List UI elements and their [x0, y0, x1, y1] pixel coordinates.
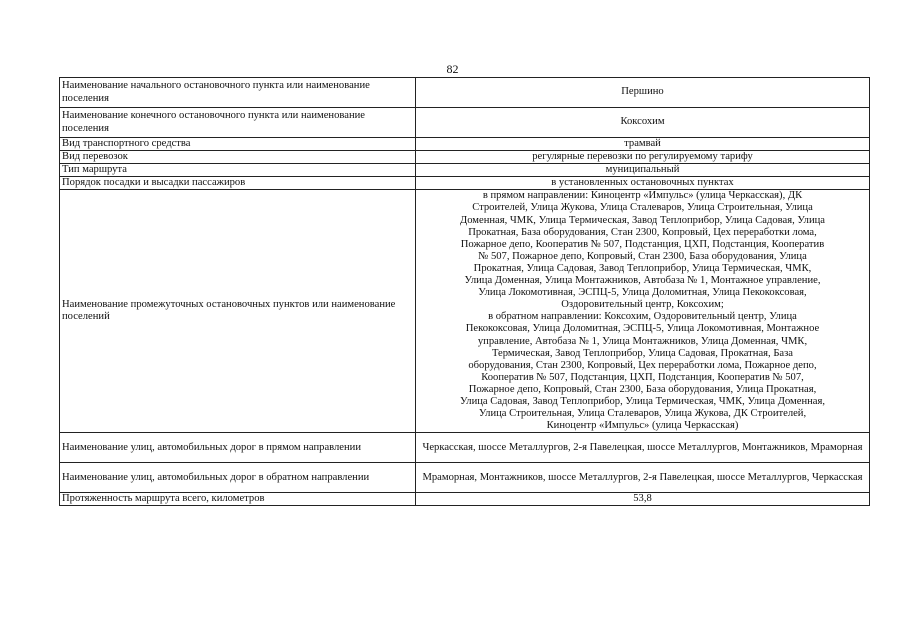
- route-passport-table: [59, 77, 870, 506]
- row-label-transport-kind: Вид перевозок: [60, 151, 416, 164]
- stops-line: Кооператив № 507, Подстанция, ЦХП, Подстанция, Кооператив № 507,: [481, 371, 804, 383]
- stops-line: Улица Садовая, Завод Теплоприбор, Улица Термическая, ЧМК, Улица Доменная,: [459, 395, 826, 407]
- row-value-end-stop: Коксохим: [416, 108, 870, 138]
- table-row: [60, 433, 870, 463]
- row-label-streets-backward: Наименование улиц, автомобильных дорог в обратном направлении: [60, 463, 416, 493]
- row-value-transport-kind: регулярные перевозки по регулируемому тарифу: [416, 151, 870, 164]
- stops-line: оборудования, Стан 2300, Копровый, Цех переработки лома, Пожарное депо,: [468, 359, 817, 371]
- row-label-streets-forward: Наименование улиц, автомобильных дорог в прямом направлении: [60, 433, 416, 463]
- table-row: [60, 138, 870, 151]
- row-value-route-type: муниципальный: [416, 164, 870, 177]
- page-number: 82: [446, 62, 459, 76]
- row-value-streets-backward: Мраморная, Монтажников, шоссе Металлургов, 2-я Павелецкая, шоссе Металлургов, Черкасская: [416, 463, 870, 493]
- stops-line: Улица Доменная, Улица Монтажников, Автобаза № 1, Монтажное управление,: [464, 275, 821, 287]
- stops-line: управление, Автобаза № 1, Улица Монтажников, Улица Доменная, ЧМК,: [477, 335, 808, 347]
- stops-line: Улица Локомотивная, ЭСПЦ-5, Улица Доломитная, Улица Пекококсовая,: [478, 287, 807, 299]
- stops-line: Прокатная, Улица Садовая, Завод Теплоприбор, Улица Термическая, ЧМК,: [473, 262, 812, 274]
- table-row: [60, 78, 870, 108]
- table-row: [60, 177, 870, 190]
- stops-line: Прокатная, База оборудования, Стан 2300, Копровый, Цех переработки лома,: [468, 226, 817, 238]
- row-value-start-stop: Першино: [416, 78, 870, 108]
- stops-line: Улица Строительная, Улица Сталеваров, Улица Жукова, ДК Строителей,: [478, 408, 807, 420]
- row-label-end-stop: Наименование конечного остановочного пункта или наименование поселения: [60, 108, 416, 138]
- row-value-vehicle-type: трамвай: [416, 138, 870, 151]
- table-row: [60, 190, 870, 433]
- row-value-route-length: 53,8: [416, 493, 870, 506]
- table-row: [60, 463, 870, 493]
- table-row: [60, 151, 870, 164]
- stops-line: Киноцентр «Импульс» (улица Черкасская): [546, 420, 739, 432]
- stops-line: Пекококсовая, Улица Доломитная, ЭСПЦ-5, Улица Локомотивная, Монтажное: [465, 323, 820, 335]
- table-row: [60, 108, 870, 138]
- stops-line: в прямом направлении: Киноцентр «Импульс» (улица Черкасская), ДК: [482, 190, 803, 202]
- row-label-vehicle-type: Вид транспортного средства: [60, 138, 416, 151]
- table-row: [60, 164, 870, 177]
- row-value-intermediate-stops: [416, 190, 870, 433]
- stops-line: Оздоровительный центр, Коксохим;: [561, 299, 724, 311]
- row-value-streets-forward: Черкасская, шоссе Металлургов, 2-я Павелецкая, шоссе Металлургов, Монтажников, Мраморная: [416, 433, 870, 463]
- row-label-route-length: Протяженность маршрута всего, километров: [60, 493, 416, 506]
- stops-line: № 507, Пожарное депо, Копровый, Стан 2300, База оборудования, Улица: [478, 250, 807, 262]
- row-value-boarding-order: в установленных остановочных пунктах: [416, 177, 870, 190]
- stops-line: Пожарное депо, Кооператив № 507, Подстанция, ЦХП, Подстанция, Кооператив: [460, 238, 825, 250]
- stops-line: Строителей, Улица Жукова, Улица Сталеваров, Улица Строительная, Улица: [472, 202, 813, 214]
- table-row: [60, 493, 870, 506]
- row-label-route-type: Тип маршрута: [60, 164, 416, 177]
- stops-line: в обратном направлении: Коксохим, Оздоровительный центр, Улица: [488, 311, 797, 323]
- stops-line: Доменная, ЧМК, Улица Термическая, Завод Теплоприбор, Улица Садовая, Улица: [459, 214, 826, 226]
- row-label-start-stop: Наименование начального остановочного пункта или наименование поселения: [60, 78, 416, 108]
- row-label-boarding-order: Порядок посадки и высадки пассажиров: [60, 177, 416, 190]
- stops-line: Термическая, Завод Теплоприбор, Улица Садовая, Прокатная, База: [491, 347, 793, 359]
- stops-line: Пожарное депо, Копровый, Стан 2300, База оборудования, Улица Прокатная,: [468, 383, 817, 395]
- row-label-intermediate-stops: Наименование промежуточных остановочных пунктов или наименование поселений: [60, 190, 416, 433]
